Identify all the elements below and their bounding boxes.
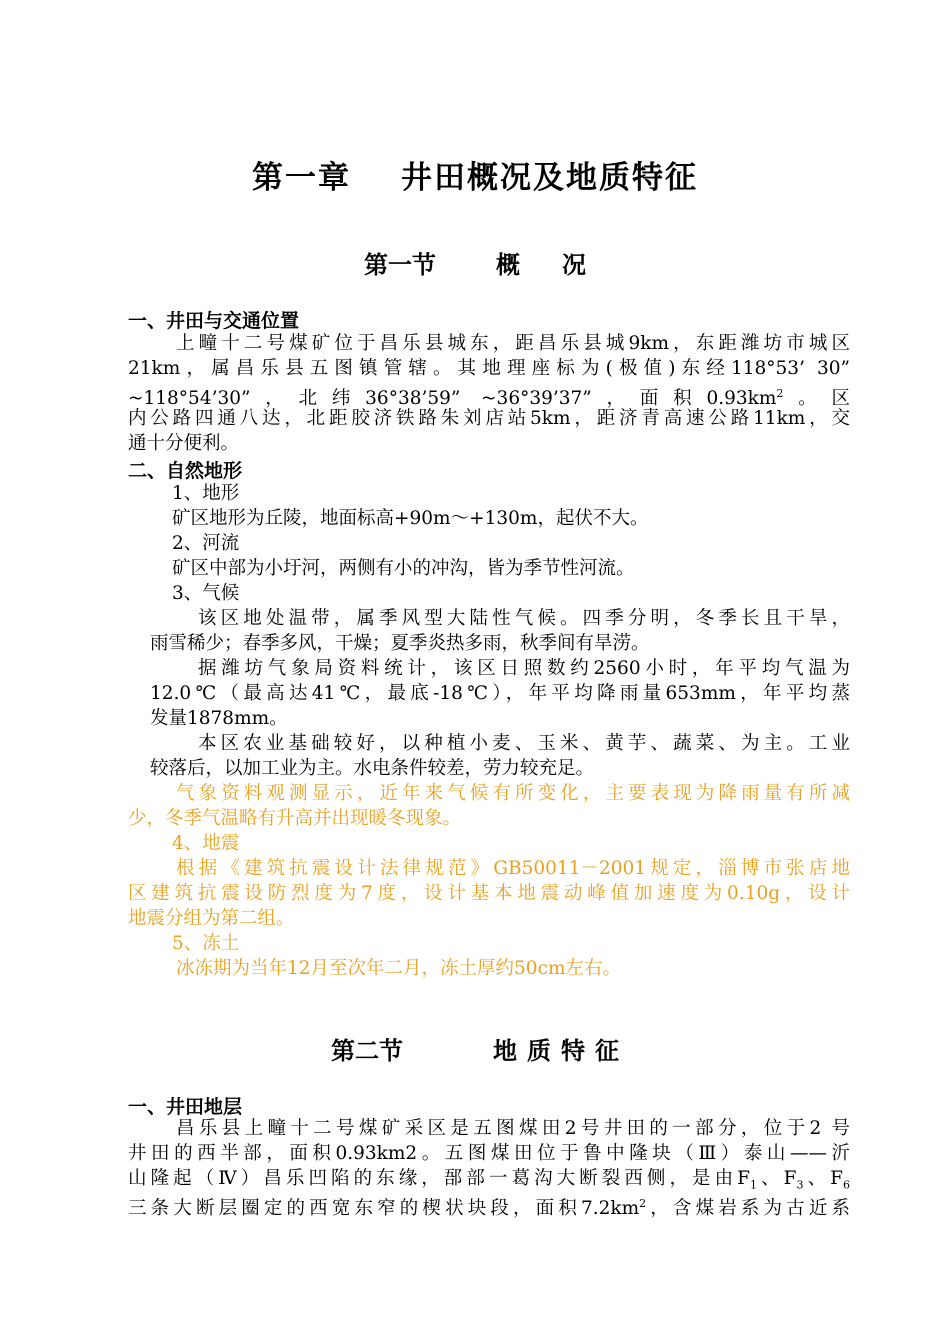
heading-terrain: 二、自然地形 (128, 460, 243, 482)
paragraph-line: 地震分组为第二组。 (128, 908, 295, 929)
chapter-name: 井田概况及地质特征 (401, 160, 698, 196)
superscript: 2 (639, 1197, 647, 1210)
subscript: 3 (796, 1178, 804, 1192)
subheading: 2、河流 (172, 533, 240, 554)
text-span: 三条大断层圈定的西宽东窄的楔状块段，面积7.2km (128, 1198, 640, 1220)
section-char: 特 (561, 1037, 585, 1065)
paragraph-line: 雨雪稀少；春季多风，干燥；夏季炎热多雨，秋季间有旱涝。 (150, 633, 650, 654)
climate-note-line: 少，冬季气温略有升高并出现暖冬现象。 (128, 808, 462, 829)
paragraph-line: 昌乐县上疃十二号煤矿采区是五图煤田2号井田的一部分，位于2 号 (176, 1118, 850, 1139)
paragraph-line: 上疃十二号煤矿位于昌乐县城东，距昌乐县城9km，东距潍坊市城区 (176, 333, 850, 354)
text-span: 、 (757, 1168, 784, 1189)
subheading: 5、冻土 (172, 933, 240, 954)
paragraph-line: 区建筑抗震设防烈度为7度，设计基本地震动峰值加速度为0.10g，设计 (128, 883, 850, 904)
chapter-number: 第一章 (252, 160, 351, 196)
paragraph-line: 较落后，以加工业为主。水电条件较差，劳力较充足。 (150, 758, 595, 779)
section-char: 地 (493, 1037, 517, 1065)
chapter-title (0, 152, 950, 197)
paragraph-line: 12.0℃（最高达41℃，最底-18℃），年平均降雨量653mm，年平均蒸 (150, 683, 850, 704)
section-char: 征 (595, 1037, 619, 1065)
section-title-overview (0, 245, 950, 280)
section-number: 第一节 (364, 251, 436, 279)
paragraph-line: 通十分便利。 (128, 433, 240, 454)
heading-location: 一、井田与交通位置 (128, 310, 300, 332)
paragraph-line: 根据《建筑抗震设计法律规范》GB50011－2001规定，淄博市张店地 (176, 858, 850, 879)
paragraph-line: 据潍坊气象局资料统计，该区日照数约2560小时，年平均气温为 (198, 658, 850, 679)
paragraph-line: 山隆起（Ⅳ）昌乐凹陷的东缘，郚部一葛沟大断裂西侧，是由$F_1$、$F_3$、$F_6$ (128, 1168, 850, 1192)
paragraph-line: 井田的西半部，面积0.93km2。五图煤田位于鲁中隆块（Ⅲ）泰山——沂 (128, 1143, 850, 1164)
paragraph-line: 内公路四通八达，北距胶济铁路朱刘店站5km，距济青高速公路11km，交 (128, 408, 850, 429)
paragraph-line (128, 1192, 850, 1221)
subheading: 4、地震 (172, 833, 240, 854)
text-span: ，含煤岩系为古近系 (646, 1198, 850, 1220)
paragraph-line: 冰冻期为当年12月至次年二月，冻土厚约50cm左右。 (176, 958, 621, 979)
paragraph-line: 矿区地形为丘陵，地面标高+90m～+130m，起伏不大。 (172, 508, 649, 529)
section-number: 第二节 (331, 1037, 403, 1065)
text-span: 、 (803, 1168, 831, 1189)
section-char: 质 (527, 1037, 551, 1065)
text-span: 山隆起（Ⅳ）昌乐凹陷的东缘，郚部一葛沟大断裂西侧，是由F (128, 1168, 751, 1189)
text-span: ~118°54’30”，北纬36°38’59” ~36°39’37”，面积0.93km (128, 388, 777, 410)
text-span: 。区 (783, 388, 850, 410)
climate-note-line: 气象资料观测显示，近年来气候有所变化，主要表现为降雨量有所减 (176, 783, 850, 804)
subscript: 6 (843, 1178, 850, 1192)
paragraph-line: 本区农业基础较好，以种植小麦、玉米、黄芋、蔬菜、为主。工业 (198, 733, 850, 754)
subscript: 1 (750, 1178, 758, 1192)
paragraph-line: 该区地处温带，属季风型大陆性气候。四季分明，冬季长且干旱， (198, 608, 850, 629)
section-char: 况 (562, 251, 586, 279)
paragraph-line: 21km，属昌乐县五图镇管辖。其地理座标为(极值)东经118°53’ 30” (128, 358, 850, 379)
paragraph-line: 矿区中部为小圩河，两侧有小的冲沟，皆为季节性河流。 (172, 558, 635, 579)
superscript: 2 (776, 387, 784, 400)
paragraph-line: 发量1878mm。 (150, 708, 288, 729)
section-char: 概 (496, 251, 520, 279)
subheading: 1、地形 (172, 483, 240, 504)
subheading: 3、气候 (172, 583, 240, 604)
section-title-geology (0, 1031, 950, 1066)
heading-strata: 一、井田地层 (128, 1096, 243, 1118)
